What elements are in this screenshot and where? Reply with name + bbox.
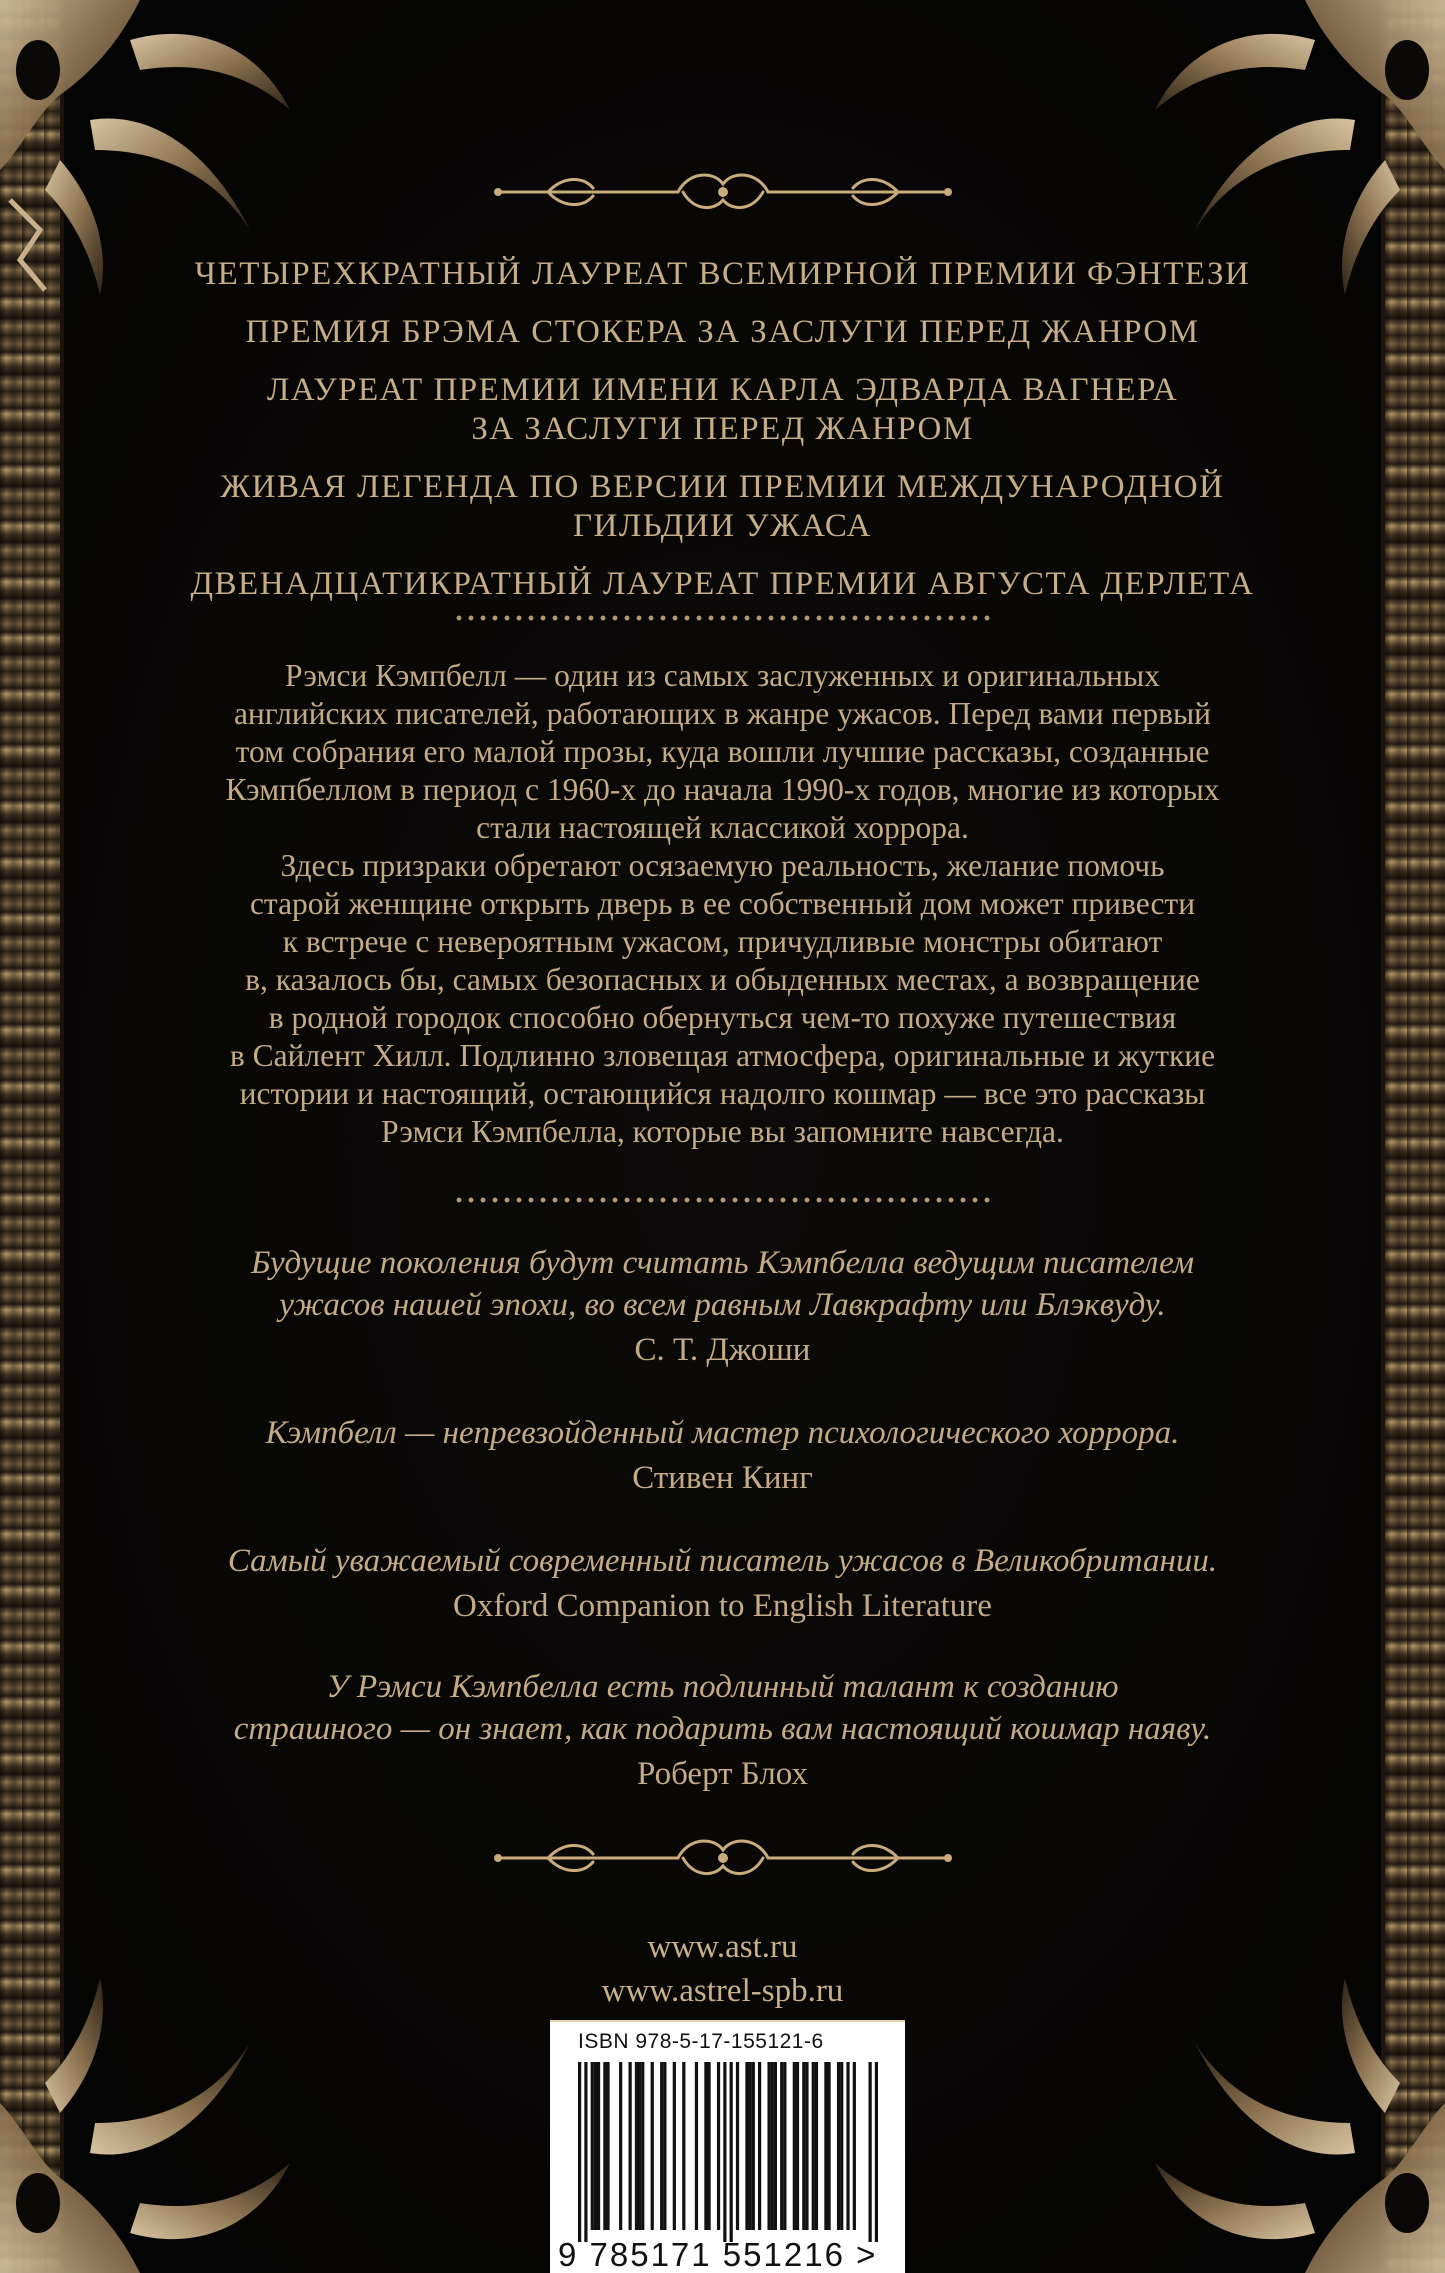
barcode-bar — [749, 2062, 752, 2230]
barcode-bar — [783, 2062, 786, 2230]
barcode-bar — [745, 2062, 748, 2230]
barcode-bar — [869, 2062, 872, 2242]
award-line: ЛАУРЕАТ ПРЕМИИ ИМЕНИ КАРЛА ЭДВАРДА ВАГНЕРА ЗА ЗАСЛУГИ ПЕРЕД ЖАНРОМ — [266, 372, 1179, 447]
barcode-bar — [771, 2062, 774, 2230]
barcode-bar — [591, 2062, 594, 2230]
barcode-bar — [723, 2062, 726, 2242]
barcode-bar — [707, 2062, 710, 2230]
barcode-bar — [846, 2062, 849, 2230]
barcode-bar — [651, 2062, 654, 2230]
description-paragraph: Здесь призраки обретают осязаемую реальность, желание помочь старой женщине открыть дверь в ее собственный дом может привести к встрече с невероятным ужасом, причудливые монстры обитают в, казалось бы, самых безопасных и обыденных местах, а возвращение в родной городок способно обернуться чем-то похуже путешествия в Сайлент Хилл. Подлинно зловещая атмосфера, оригинальные и жуткие истории и настоящий, остающийся надолго кошмар — все это рассказы Рэмси Кэмпбелла, которые вы запомните навсегда. — [229, 848, 1216, 1149]
barcode-bar — [815, 2062, 818, 2230]
review-quote — [100, 1242, 1345, 1372]
barcode-bar — [619, 2062, 622, 2230]
quote-author: Стивен Кинг — [632, 1460, 813, 1496]
barcode-bar — [660, 2062, 663, 2230]
publisher-url[interactable]: www.ast.ru — [647, 1929, 798, 1965]
barcode-bar — [730, 2062, 733, 2242]
barcode-bar — [875, 2062, 878, 2242]
barcode-bar — [603, 2062, 606, 2230]
barcode-bar — [774, 2062, 777, 2230]
barcode-bar — [717, 2062, 720, 2230]
barcode-bar — [824, 2062, 827, 2230]
barcode-bar — [840, 2062, 843, 2230]
dotted-divider — [453, 613, 993, 623]
barcode-bar — [578, 2062, 581, 2242]
barcode-bar — [853, 2062, 856, 2230]
awards-list — [120, 255, 1325, 623]
skull-corner-ornament-bottom-left — [0, 1973, 300, 2273]
award-line: ПРЕМИЯ БРЭМА СТОКЕРА ЗА ЗАСЛУГИ ПЕРЕД ЖАНРОМ — [245, 314, 1200, 350]
quote-author: Oxford Companion to English Literature — [453, 1588, 992, 1624]
review-quote — [100, 1412, 1345, 1500]
barcode-bar — [673, 2062, 676, 2230]
skull-corner-ornament-bottom-right — [1145, 1973, 1445, 2273]
barcode-bar — [597, 2062, 600, 2230]
award-line: ЖИВАЯ ЛЕГЕНДА ПО ВЕРСИИ ПРЕМИИ МЕЖДУНАРОДНОЙ ГИЛЬДИИ УЖАСА — [220, 469, 1225, 544]
barcode-bar — [736, 2062, 739, 2230]
publisher-urls — [0, 1925, 1445, 2013]
barcode-bar — [695, 2062, 698, 2230]
barcode-bar — [837, 2062, 840, 2230]
dotted-divider — [453, 1195, 993, 1205]
barcode-bar — [663, 2062, 666, 2230]
barcode-digits: 9 785171 551216 > — [558, 2236, 878, 2273]
barcode-bar — [635, 2062, 638, 2230]
barcode-bar — [812, 2062, 815, 2230]
barcode-bar — [805, 2062, 808, 2230]
barcode-bar — [584, 2062, 587, 2242]
review-quotes — [100, 1242, 1345, 1834]
flourish-divider-top — [488, 162, 958, 222]
barcode-bar — [802, 2062, 805, 2230]
barcode-bar — [752, 2062, 755, 2230]
isbn-barcode — [550, 2020, 905, 2273]
barcode-bar — [594, 2062, 597, 2230]
quote-author: Роберт Блох — [637, 1756, 808, 1792]
barcode-bar — [793, 2062, 796, 2230]
quote-text: Самый уважаемый современный писатель ужасов в Великобритании. — [227, 1543, 1218, 1579]
publisher-url[interactable]: www.astrel-spb.ru — [601, 1973, 844, 2009]
barcode-bar — [767, 2062, 770, 2230]
barcode-bar — [827, 2062, 830, 2230]
flourish-divider-bottom — [488, 1828, 958, 1888]
award-line: ЧЕТЫРЕХКРАТНЫЙ ЛАУРЕАТ ВСЕМИРНОЙ ПРЕМИИ ФЭНТЕЗИ — [194, 256, 1251, 292]
book-description — [130, 657, 1315, 1151]
quote-text: Кэмпбелл — непревзойденный мастер психологического хоррора. — [265, 1415, 1180, 1451]
barcode-bar — [780, 2062, 783, 2230]
quote-text: Будущие поколения будут считать Кэмпбелла ведущим писателем ужасов нашей эпохи, во всем равным Лавкрафту или Блэквуду. — [250, 1245, 1195, 1323]
barcode-bar — [641, 2062, 644, 2230]
barcode-bar — [704, 2062, 707, 2230]
barcode-bars — [578, 2062, 878, 2242]
barcode-bar — [796, 2062, 799, 2230]
review-quote — [100, 1540, 1345, 1628]
barcode-bar — [758, 2062, 761, 2230]
quote-author: С. Т. Джоши — [634, 1332, 811, 1368]
review-quote — [100, 1666, 1345, 1796]
isbn-label: ISBN 978-5-17-155121-6 — [578, 2030, 824, 2053]
description-paragraph: Рэмси Кэмпбелл — один из самых заслуженных и оригинальных английских писателей, работающих в жанре ужасов. Перед вами первый том собрания его малой прозы, куда вошли лучшие рассказы, созданные Кэмпбеллом в период с 1960-х до начала 1990-х годов, многие из которых стали настоящей классикой хоррора. — [225, 658, 1220, 845]
barcode-bar — [629, 2062, 632, 2230]
award-line: ДВЕНАДЦАТИКРАТНЫЙ ЛАУРЕАТ ПРЕМИИ АВГУСТА ДЕРЛЕТА — [190, 566, 1255, 602]
barcode-bar — [606, 2062, 609, 2230]
quote-text: У Рэмси Кэмпбелла есть подлинный талант к созданию страшного — он знает, как подарить вам настоящий кошмар наяву. — [233, 1669, 1212, 1747]
barcode-bar — [682, 2062, 685, 2230]
barcode-bar — [638, 2062, 641, 2230]
